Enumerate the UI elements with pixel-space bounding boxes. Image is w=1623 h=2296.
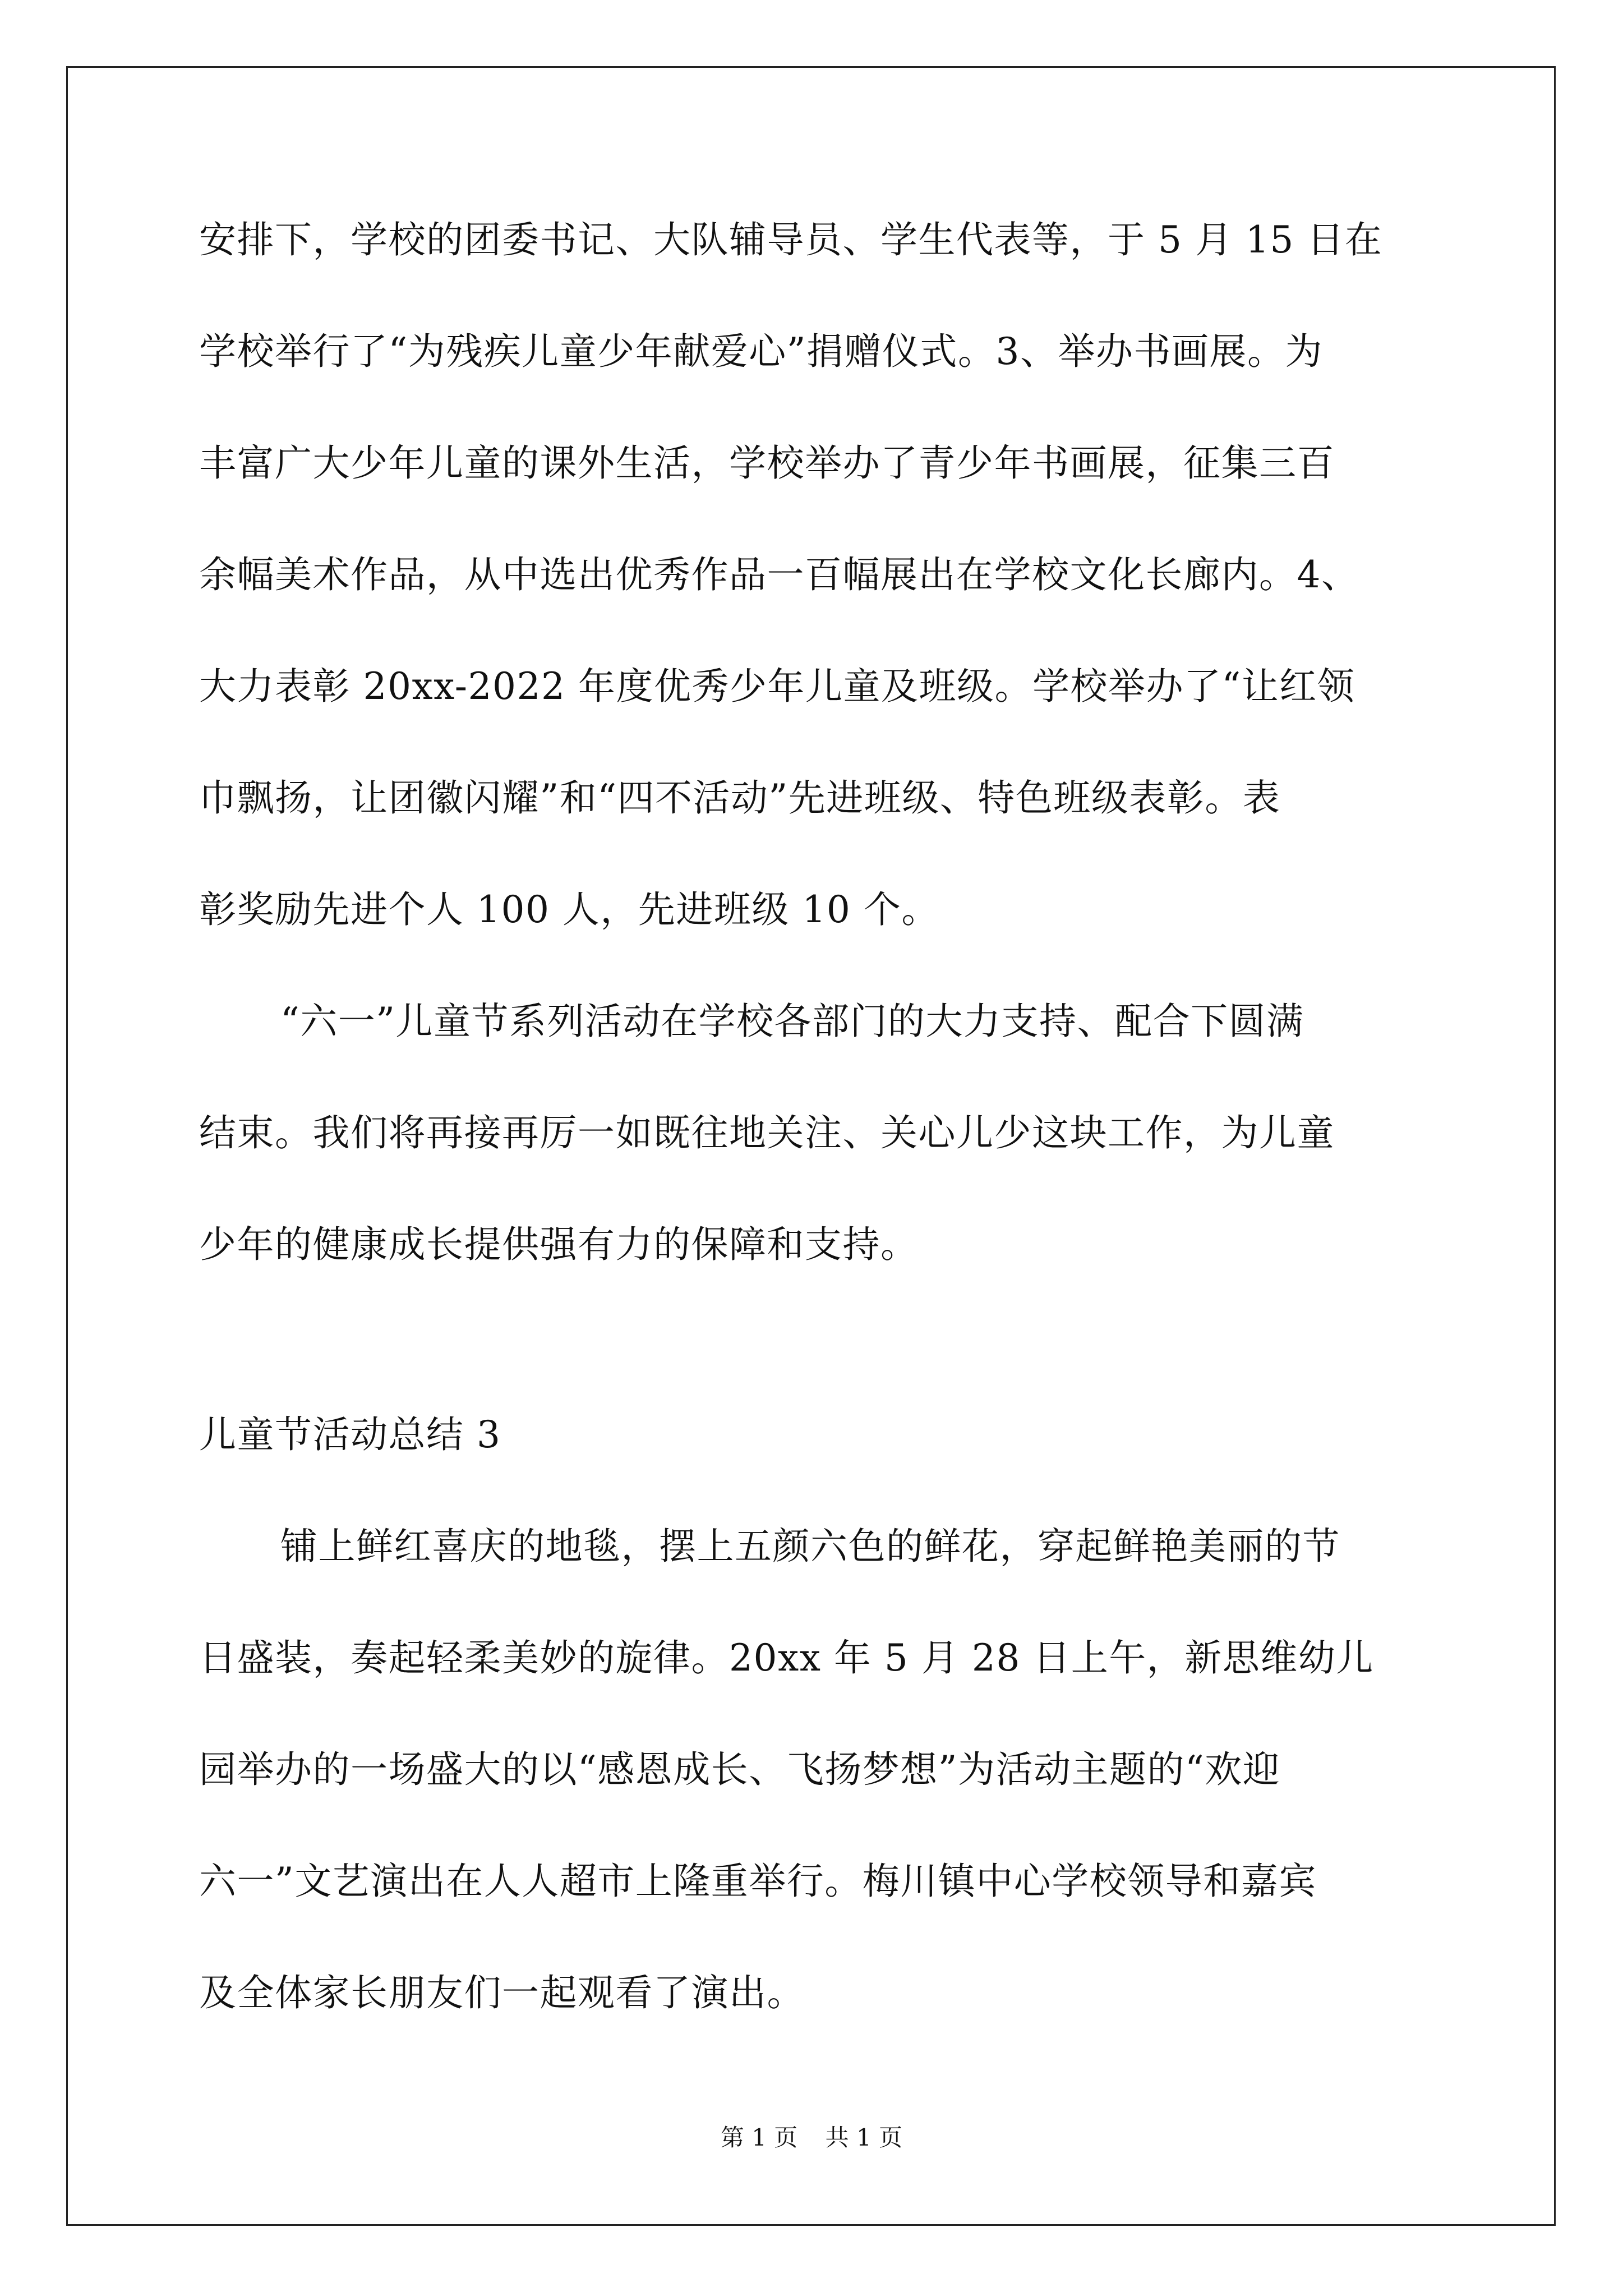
section-gap [199, 1338, 1433, 1416]
text-line: 少年的健康成长提供强有力的保障和支持。 [199, 1223, 919, 1266]
document-body [199, 218, 1433, 2086]
paragraph-continuation [199, 218, 1433, 1003]
text-line: 及全体家长朋友们一起观看了演出。 [199, 1971, 805, 2014]
paragraph-intro [199, 1525, 1433, 2086]
text-line: 铺上鲜红喜庆的地毯，摆上五颜六色的鲜花，穿起鲜艳美丽的节 [280, 1525, 1340, 1568]
text-line: 彰奖励先进个人 100 人，先进班级 10 个。 [199, 888, 939, 931]
text-line: 余幅美术作品，从中选出优秀作品一百幅展出在学校文化长廊内。4、 [199, 553, 1359, 596]
text-line: 结束。我们将再接再厉一如既往地关注、关心儿少这块工作，为儿童 [199, 1111, 1335, 1154]
paragraph-closing [199, 1000, 1433, 1338]
text-line: 巾飘扬，让团徽闪耀”和“四不活动”先进班级、特色班级表彰。表 [199, 776, 1281, 820]
section-heading: 儿童节活动总结 3 [199, 1413, 501, 1456]
page-total: 共 1 页 [825, 2124, 903, 2151]
page-number: 第 1 页 [720, 2124, 798, 2151]
text-line: 园举办的一场盛大的以“感恩成长、飞扬梦想”为活动主题的“欢迎 [199, 1748, 1281, 1791]
text-line: 安排下，学校的团委书记、大队辅导员、学生代表等，于 5 月 15 日在 [199, 218, 1383, 261]
text-line: 丰富广大少年儿童的课外生活，学校举办了青少年书画展，征集三百 [199, 441, 1335, 485]
text-line: 大力表彰 20xx-2022 年度优秀少年儿童及班级。学校举办了“让红领 [199, 665, 1355, 708]
page-footer [0, 2126, 1623, 2150]
text-line: 六一”文艺演出在人人超市上隆重举行。梅川镇中心学校领导和嘉宾 [199, 1860, 1317, 1903]
text-line: 学校举行了“为残疾儿童少年献爱心”捐赠仪式。3、举办书画展。为 [199, 330, 1323, 373]
text-line: 日盛装，奏起轻柔美妙的旋律。20xx 年 5 月 28 日上午，新思维幼儿 [199, 1636, 1374, 1680]
text-line: “六一”儿童节系列活动在学校各部门的大力支持、配合下圆满 [280, 1000, 1304, 1043]
